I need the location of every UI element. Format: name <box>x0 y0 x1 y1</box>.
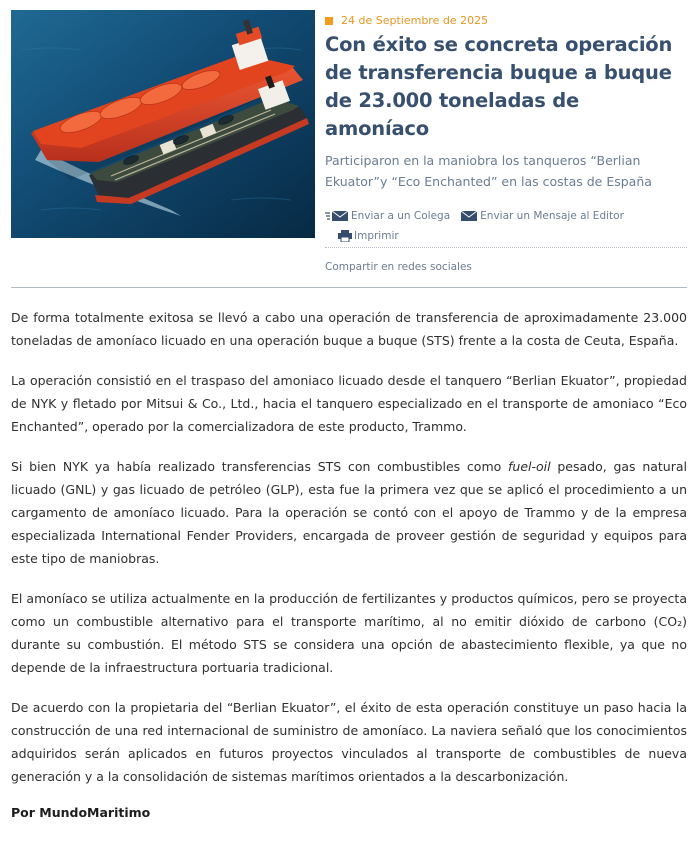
article-header <box>11 10 687 273</box>
printer-icon <box>338 230 352 242</box>
byline: Por MundoMaritimo <box>11 805 151 820</box>
article-image <box>11 10 315 238</box>
send-to-colleague-label: Enviar a un Colega <box>351 210 451 222</box>
paragraph: De acuerdo con la propietaria del “Berlian Ekuator”, el éxito de esta operación constituye un paso hacia la construcción de una red internacional de suministro de amoníaco. La naviera señaló que los conocimientos adquiridos serán aplicados en futuros proyectos vinculados al transporte de combustibles de nueva generación y a la consolidación de sistemas marítimos orientados a la descarbonización. <box>11 700 687 784</box>
actions-row <box>325 206 687 226</box>
article-date: 24 de Septiembre de 2025 <box>341 13 489 27</box>
share-social-link[interactable]: Compartir en redes sociales <box>325 261 472 273</box>
send-to-colleague-link[interactable] <box>325 206 450 226</box>
print-link[interactable] <box>338 226 399 246</box>
date-row <box>325 10 687 30</box>
print-label: Imprimir <box>354 230 399 242</box>
date-marker-icon <box>325 17 333 25</box>
header-divider <box>11 287 687 288</box>
article-subtitle: Participaron en la maniobra los tanqueros “Berlian Ekuator”y “Eco Enchanted” en las costas de España <box>325 153 652 189</box>
send-envelope-icon <box>325 210 349 222</box>
article-meta <box>325 10 687 273</box>
article-actions <box>325 206 687 248</box>
message-editor-link[interactable] <box>460 206 624 226</box>
italic-term: fuel-oil <box>508 459 551 474</box>
paragraph <box>11 455 687 570</box>
paragraph: De forma totalmente exitosa se llevó a cabo una operación de transferencia de aproximadamente 23.000 toneladas de amoníaco licuado en una operación buque a buque (STS) frente a la costa de Ceuta, España. <box>11 310 687 348</box>
message-editor-label: Enviar un Mensaje al Editor <box>480 210 624 222</box>
tankers-illustration <box>11 10 315 238</box>
paragraph-text: pesado, gas natural licuado (GNL) y gas licuado de petróleo (GLP), esta fue la primera vez que se aplicó el procedimiento a un cargamento de amoníaco licuado. Para la operación se contó con el apoyo de Trammo y de la empresa especializada International Fender Providers, encargada de proveer gestión de seguridad y equipos para este tipo de maniobras. <box>11 459 687 566</box>
envelope-icon <box>460 210 478 222</box>
print-row <box>325 226 687 246</box>
paragraph: El amoníaco se utiliza actualmente en la producción de fertilizantes y productos químicos, pero se proyecta como un combustible alternativo para el transporte marítimo, al no emitir dióxido de carbono (CO₂) durante su combustión. El método STS se considera una opción de abastecimiento flexible, ya que no depende de la infraestructura portuaria tradicional. <box>11 591 687 675</box>
article-body <box>11 306 687 820</box>
paragraph: La operación consistió en el traspaso del amoniaco licuado desde el tanquero “Berlian Ekuator”, propiedad de NYK y fletado por Mitsui & Co., Ltd., hacia el tanquero especializado en el transporte de amoniaco “Eco Enchanted”, operado por la comercializadora de este producto, Trammo. <box>11 373 687 434</box>
dotted-separator <box>325 247 687 248</box>
paragraph-text: Si bien NYK ya había realizado transferencias STS con combustibles como <box>11 459 509 474</box>
article-title: Con éxito se concreta operación de transferencia buque a buque de 23.000 toneladas de amoníaco <box>325 33 673 140</box>
